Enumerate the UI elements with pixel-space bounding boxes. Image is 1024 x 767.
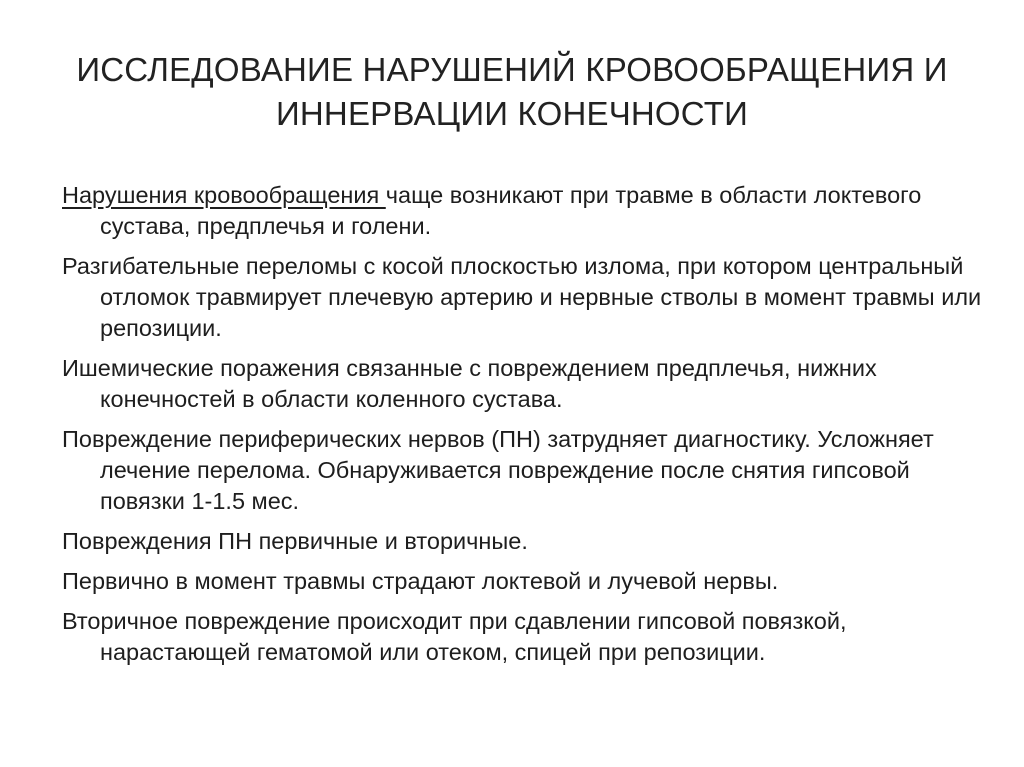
slide-title-line-1: ИССЛЕДОВАНИЕ НАРУШЕНИЙ КРОВООБРАЩЕНИЯ И (76, 51, 948, 88)
paragraph-extension-fractures: Разгибательные переломы с косой плоскостью излома, при котором центральный отломок травмирует плечевую артерию и нервные стволы в момент травмы или репозиции. (62, 253, 982, 341)
paragraph-ischemic-lesions: Ишемические поражения связанные с повреждением предплечья, нижних конечностей в области коленного сустава. (62, 355, 877, 412)
paragraph-primary-injury: Первично в момент травмы страдают локтевой и лучевой нервы. (62, 568, 779, 594)
slide-body (62, 180, 982, 677)
paragraph-peripheral-nerve-damage: Повреждение периферических нервов (ПН) затрудняет диагностику. Усложняет лечение перелома. Обнаруживается повреждение после снятия гипсовой повязки 1-1.5 мес. (62, 426, 934, 514)
slide-title-line-2: ИННЕРВАЦИИ КОНЕЧНОСТИ (275, 95, 749, 132)
paragraph-primary-secondary: Повреждения ПН первичные и вторичные. (62, 528, 528, 554)
paragraph-circulation-disorders (62, 180, 982, 242)
paragraph-text: чаще возникают при травме в области локтевого сустава, предплечья и голени. (100, 182, 922, 239)
slide-title (40, 48, 984, 136)
paragraph-secondary-injury: Вторичное повреждение происходит при сдавлении гипсовой повязкой, нарастающей гематомой или отеком, спицей при репозиции. (62, 608, 847, 665)
underlined-term: Нарушения кровообращения (62, 182, 386, 208)
